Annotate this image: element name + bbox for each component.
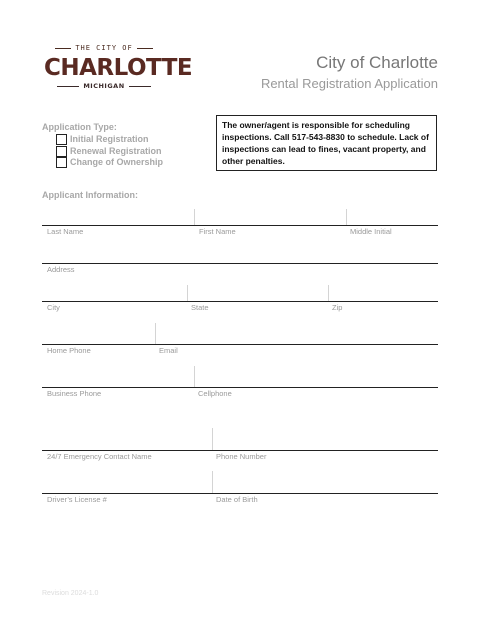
field-divider [212, 471, 213, 493]
address-label: Address [47, 265, 75, 274]
document-subtitle: Rental Registration Application [260, 76, 438, 91]
emergency-contact-input[interactable] [42, 450, 438, 451]
cellphone-label: Cellphone [198, 389, 232, 398]
emergency-contact-label: 24/7 Emergency Contact Name [47, 452, 152, 461]
field-divider [346, 209, 347, 225]
field-divider [194, 366, 195, 387]
renewal-registration-checkbox[interactable] [56, 146, 67, 157]
change-of-ownership-checkbox[interactable] [56, 157, 67, 168]
option-initial-registration[interactable] [56, 133, 149, 145]
city-label: City [47, 303, 60, 312]
business-phone-input[interactable] [42, 387, 438, 388]
home-phone-label: Home Phone [47, 346, 91, 355]
applicant-information-label: Applicant Information: [42, 190, 138, 200]
change-of-ownership-label: Change of Ownership [70, 157, 164, 167]
drivers-license-label: Driver’s License # [47, 495, 107, 504]
drivers-license-input[interactable] [42, 493, 438, 494]
middle-initial-label: Middle Initial [350, 227, 392, 236]
business-phone-label: Business Phone [47, 389, 102, 398]
logo-main-text: CHARLOTTE [44, 55, 193, 81]
address-input[interactable] [42, 263, 438, 264]
first-name-label: First Name [199, 227, 236, 236]
city-input[interactable] [42, 301, 438, 302]
option-change-of-ownership[interactable] [56, 156, 163, 168]
home-phone-input[interactable] [42, 344, 438, 345]
logo-top-text: THE CITY OF [44, 44, 164, 52]
zip-label: Zip [332, 303, 343, 312]
phone-number-label: Phone Number [216, 452, 267, 461]
application-type-label: Application Type: [42, 122, 117, 132]
field-divider [212, 428, 213, 450]
state-label: State [191, 303, 209, 312]
city-logo [44, 44, 193, 96]
email-label: Email [159, 346, 178, 355]
field-divider [194, 209, 195, 225]
inspection-notice: The owner/agent is responsible for scheduling inspections. Call 517-543-8830 to schedule. Lack of inspections can lead to fines, vacant property, and other penalties. [216, 115, 437, 171]
logo-bottom-text: MICHIGAN [44, 82, 164, 90]
last-name-input[interactable] [42, 225, 438, 226]
initial-registration-checkbox[interactable] [56, 134, 67, 145]
field-divider [328, 285, 329, 301]
field-divider [155, 323, 156, 344]
renewal-registration-label: Renewal Registration [70, 146, 162, 156]
date-of-birth-label: Date of Birth [216, 495, 258, 504]
initial-registration-label: Initial Registration [70, 134, 149, 144]
revision-text: Revision 2024-1.0 [42, 590, 99, 597]
last-name-label: Last Name [47, 227, 84, 236]
field-divider [187, 285, 188, 301]
document-title: City of Charlotte [316, 53, 438, 72]
